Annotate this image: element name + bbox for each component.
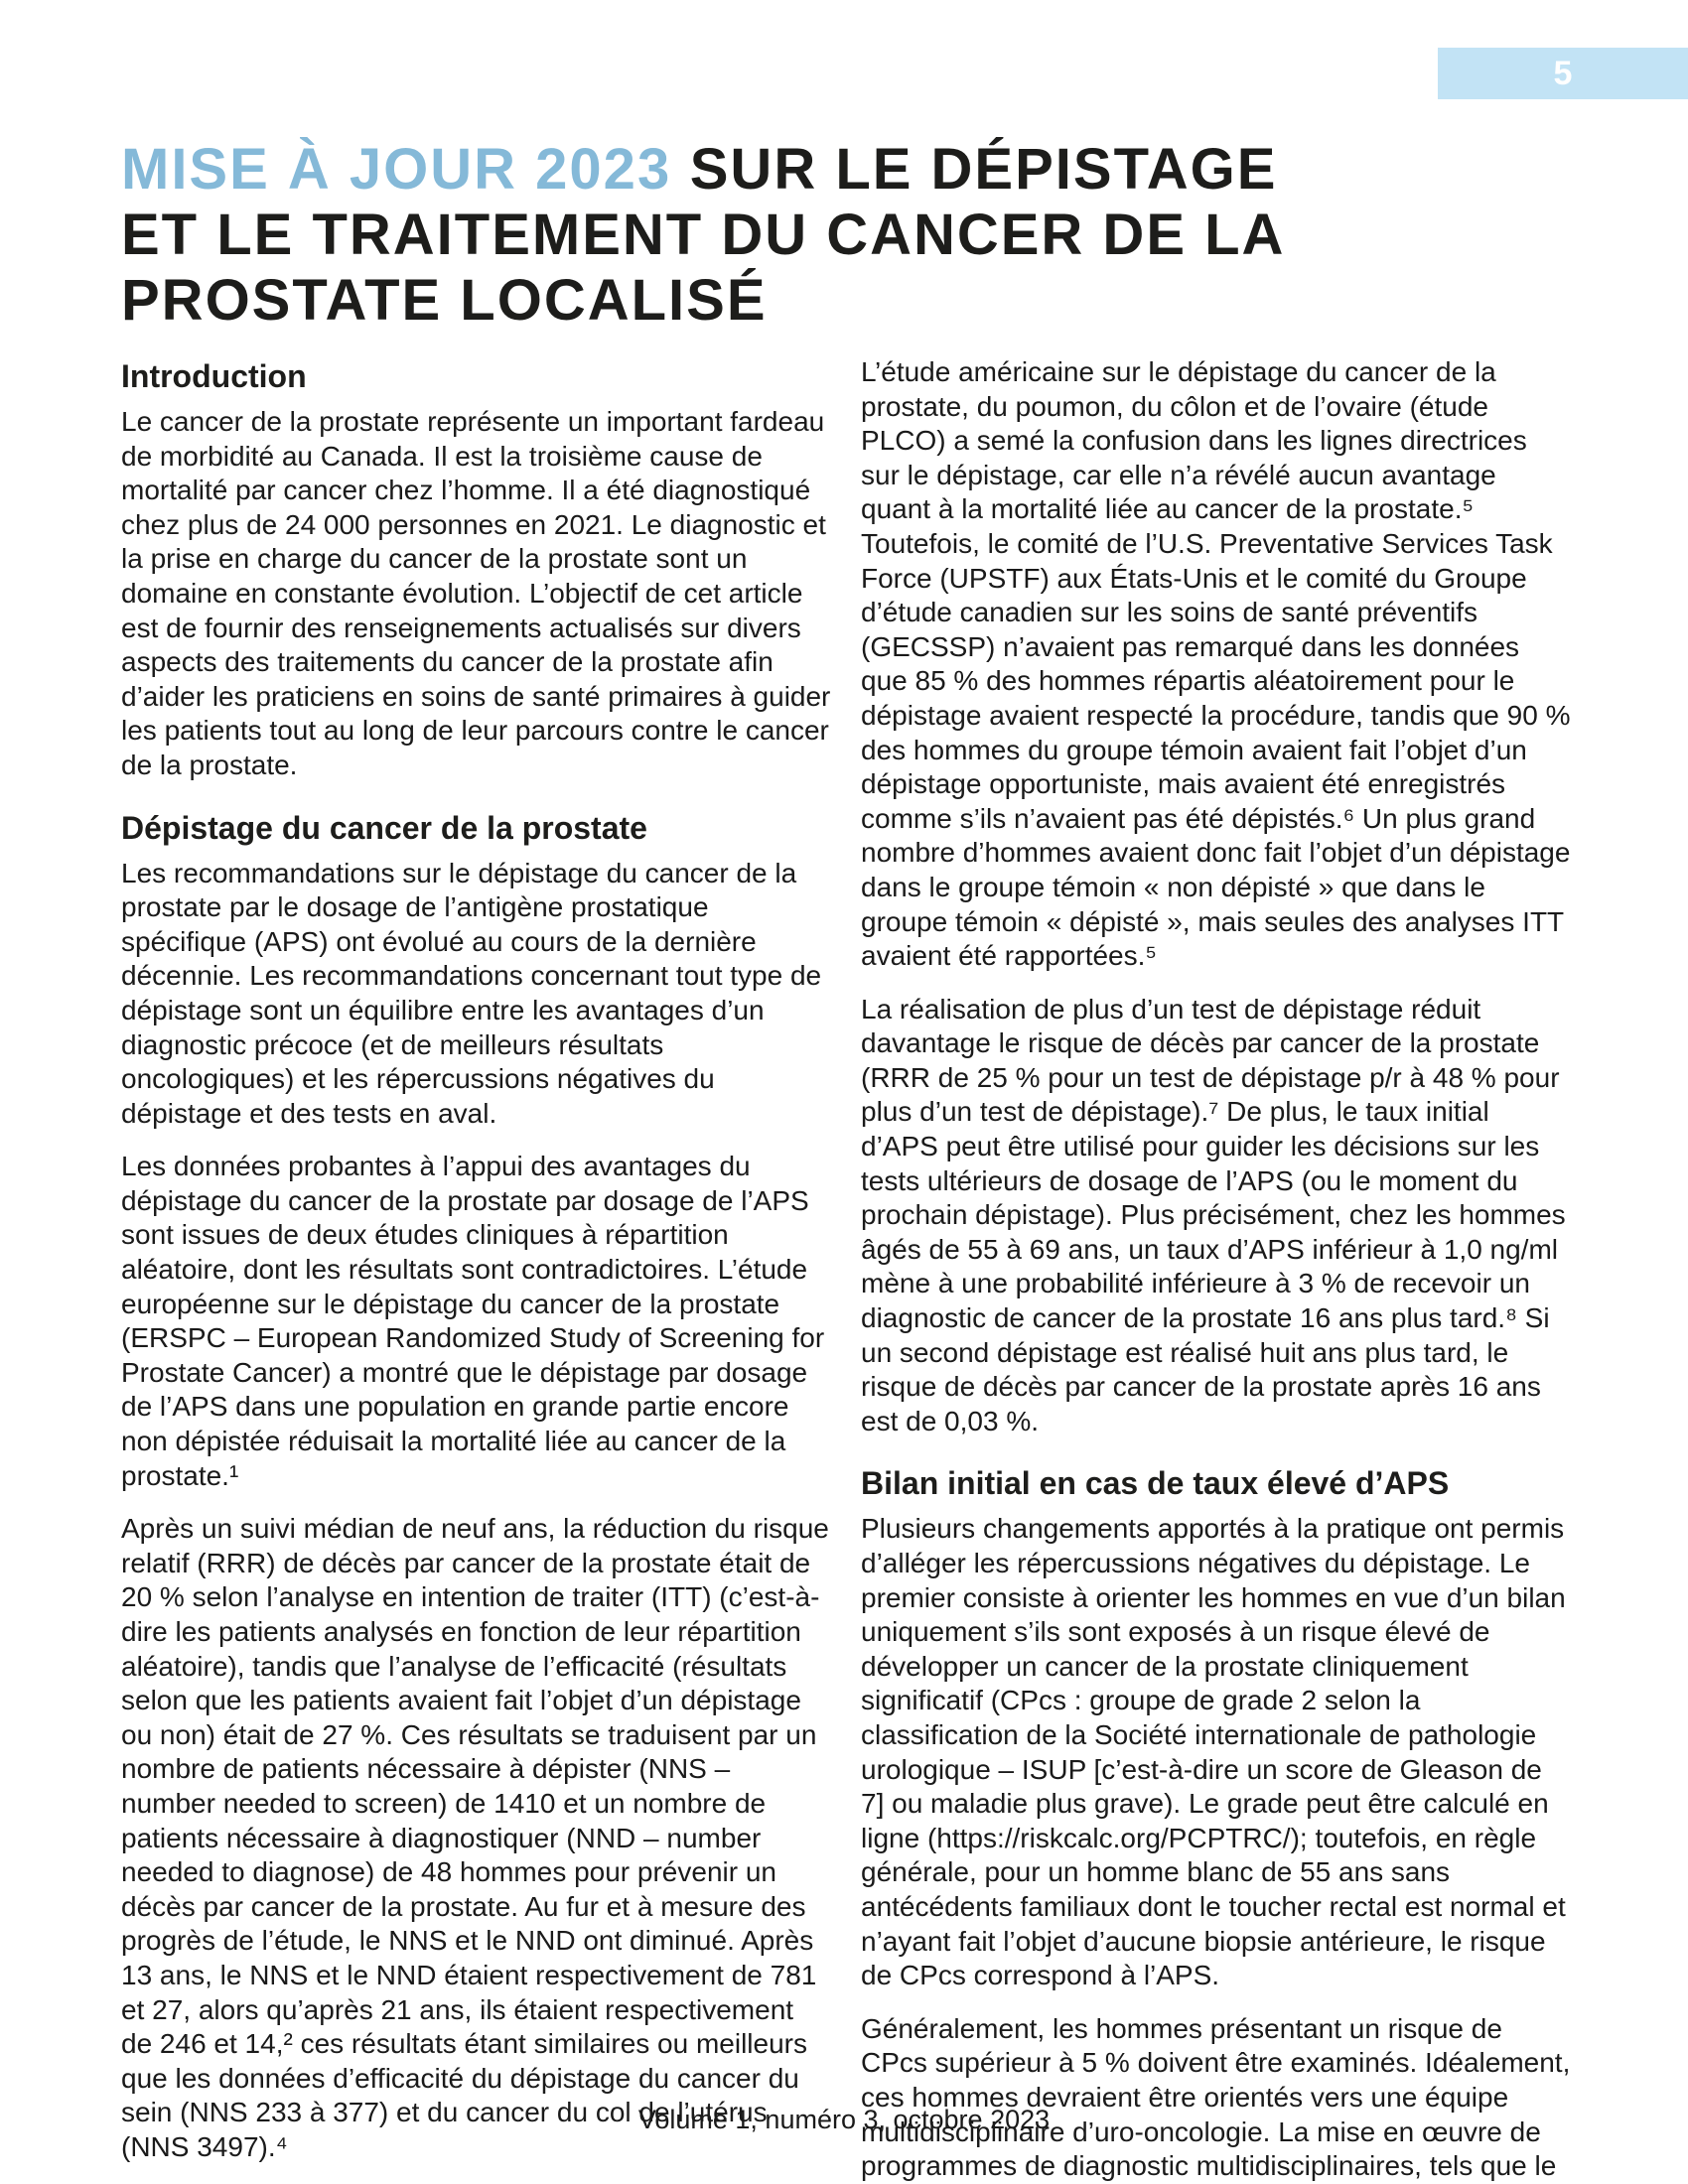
title-highlight: MISE À JOUR 2023 [121, 137, 672, 202]
footer-volume-line: Volume 1, numéro 3, octobre 2023 [637, 2105, 1051, 2134]
section-heading: Bilan initial en cas de taux élevé d’APS [861, 1465, 1450, 1502]
body-paragraph: Les recommandations sur le dépistage du cancer de la prostate par le dosage de l’antigène prostatique spécifique (APS) ont évolué au cours de la dernière décennie. Les recommandations concernant tout type de dépistage sont un équilibre entre les avantages d’un diagnostic précoce (et de meilleurs résultats oncologiques) et les répercussions négatives du dépistage et des tests en aval. [121, 857, 822, 1129]
body-paragraph: Après un suivi médian de neuf ans, la réduction du risque relatif (RRR) de décès par cancer de la prostate était de 20 % selon l’analyse en intention de traiter (ITT) (c’est-à-dire les patients analysés en fonction de leur répartition aléatoire), tandis que l’analyse de l’efficacité (résultats selon que les patients avaient fait l’objet d’un dépistage ou non) était de 27 %. Ces résultats se traduisent par un nombre de patients nécessaire à dépister (NNS – number needed to screen) de 1410 et un nombre de patients nécessaire à diagnostiquer (NND – number needed to diagnose) de 48 hommes pour prévenir un décès par cancer de la prostate. Au fur et à mesure des progrès de l’étude, le NNS et le NND ont diminué. Après 13 ans, le NNS et le NND étaient respectivement de 781 et 27, alors qu’après 21 ans, ils étaient respectivement de 246 et 14,² ces résultats étant similaires ou meilleurs que les données d’efficacité du dépistage du cancer du sein (NNS 233 à 377) et du cancer du col de l’utérus (NNS 3497).⁴ [121, 1513, 829, 2162]
page-number: 5 [1553, 54, 1573, 92]
right-column [861, 355, 1571, 2184]
body-paragraph: Plusieurs changements apportés à la pratique ont permis d’alléger les répercussions négatives du dépistage. Le premier consiste à orienter les hommes en vue d’un bilan uniquement s’ils sont exposés à un risque élevé de développer un cancer de la prostate cliniquement significatif (CPcs : groupe de grade 2 selon la classification de la Société internationale de pathologie urologique – ISUP [c’est-à-dire un score de Gleason de 7] ou maladie plus grave). Le grade peut être calculé en ligne (https://riskcalc.org/PCPTRC/); toutefois, en règle générale, pour un homme blanc de 55 ans sans antécédents familiaux dont le toucher rectal est normal et n’ayant fait l’objet d’aucune biopsie antérieure, le risque de CPcs correspond à l’APS. [861, 1513, 1566, 1991]
title-line-1 [121, 137, 1591, 203]
section-heading: Introduction [121, 358, 307, 394]
two-column-body [121, 355, 1571, 2184]
title-line-3: PROSTATE LOCALISÉ [121, 268, 768, 333]
body-paragraph: L’étude américaine sur le dépistage du cancer de la prostate, du poumon, du côlon et de l’ovaire (étude PLCO) a semé la confusion dans les lignes directrices sur le dépistage, car elle n’a révélé aucun avantage quant à la mortalité liée au cancer de la prostate.⁵ Toutefois, le comité de l’U.S. Preventative Services Task Force (UPSTF) aux États-Unis et le comité du Groupe d’étude canadien sur les soins de santé préventifs (GECSSP) n’avaient pas remarqué dans les données que 85 % des hommes répartis aléatoirement pour le dépistage avaient respecté la procédure, tandis que 90 % des hommes du groupe témoin avaient fait l’objet d’un dépistage opportuniste, mais avaient été enregistrés comme s’ils n’avaient pas été dépistés.⁶ Un plus grand nombre d’hommes avaient donc fait l’objet d’un dépistage dans le groupe témoin « non dépisté » que dans le groupe témoin « dépisté », mais seules des analyses ITT avaient été rapportées.⁵ [861, 356, 1571, 972]
body-paragraph: Généralement, les hommes présentant un risque de CPcs supérieur à 5 % doivent être examinés. Idéalement, ces hommes devraient être orientés vers une équipe multidisciplinaire d’uro-oncologie. La mise en œuvre de programmes de diagnostic multidisciplinaires, tels que le [861, 2012, 1571, 2182]
page-number-badge [1438, 48, 1688, 99]
body-paragraph: Le cancer de la prostate représente un important fardeau de morbidité au Canada. Il est la troisième cause de mortalité par cancer chez l’homme. Il a été diagnostiqué chez plus de 24 000 personnes en 2021. Le diagnostic et la prise en charge du cancer de la prostate sont un domaine en constante évolution. L’objectif de cet article est de fournir des renseignements actualisés sur divers aspects des traitements du cancer de la prostate afin d’aider les praticiens en soins de santé primaires à guider les patients tout au long de leur parcours contre le cancer de la prostate. [121, 406, 831, 780]
article-title [121, 137, 1591, 334]
title-line-2: ET LE TRAITEMENT DU CANCER DE LA [121, 203, 1286, 267]
left-column [121, 355, 831, 2184]
body-paragraph: La réalisation de plus d’un test de dépistage réduit davantage le risque de décès par cancer de la prostate (RRR de 25 % pour un test de dépistage p/r à 48 % pour plus d’un test de dépistage).⁷ De plus, le taux initial d’APS peut être utilisé pour guider les décisions sur les tests ultérieurs de dosage de l’APS (ou le moment du prochain dépistage). Plus précisément, chez les hommes âgés de 55 à 69 ans, un taux d’APS inférieur à 1,0 ng/ml mène à une probabilité inférieure à 3 % de recevoir un diagnostic de cancer de la prostate 16 ans plus tard.⁸ Si un second dépistage est réalisé huit ans plus tard, le risque de décès par cancer de la prostate après 16 ans est de 0,03 %. [861, 993, 1566, 1436]
body-paragraph: Les données probantes à l’appui des avantages du dépistage du cancer de la prostate par dosage de l’APS sont issues de deux études cliniques à répartition aléatoire, dont les résultats sont contradictoires. L’étude européenne sur le dépistage du cancer de la prostate (ERSPC – European Randomized Study of Screening for Prostate Cancer) a montré que le dépistage par dosage de l’APS dans une population en grande partie encore non dépistée réduisait la mortalité liée au cancer de la prostate.¹ [121, 1151, 825, 1491]
section-heading: Dépistage du cancer de la prostate [121, 809, 647, 846]
title-rest-line-1: SUR LE DÉPISTAGE [689, 137, 1278, 202]
